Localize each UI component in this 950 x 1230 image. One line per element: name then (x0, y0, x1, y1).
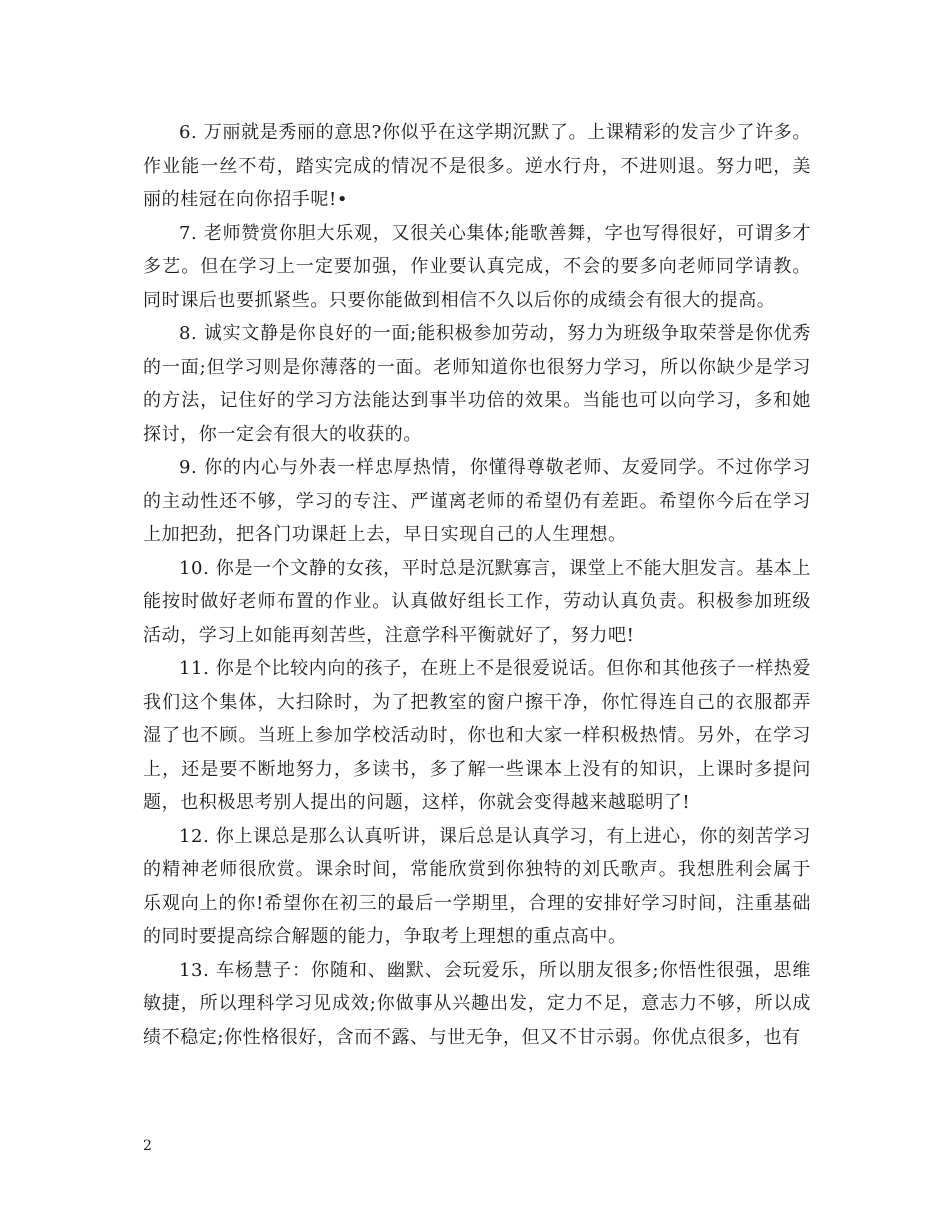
comment-paragraph-11: 11. 你是个比较内向的孩子，在班上不是很爱说话。但你和其他孩子一样热爱我们这个集体，大扫除时，为了把教室的窗户擦干净，你忙得连自己的衣服都弄湿了也不顾。当班上参加学校活动时，你也和大家一样积极热情。另外，在学习上，还是要不断地努力，多读书，多了解一些课本上没有的知识，上课时多提问题，也积极思考别人提出的问题，这样，你就会变得越来越聪明了! (143, 658, 811, 813)
comment-paragraph-6: 6. 万丽就是秀丽的意思?你似乎在这学期沉默了。上课精彩的发言少了许多。作业能一丝不苟，踏实完成的情况不是很多。逆水行舟，不进则退。努力吧，美丽的桂冠在向你招手呢!• (143, 122, 811, 210)
comment-paragraph-12: 12. 你上课总是那么认真听讲，课后总是认真学习，有上进心，你的刻苦学习的精神老师很欣赏。课余时间，常能欣赏到你独特的刘氏歌声。我想胜利会属于乐观向上的你!希望你在初三的最后一学期里，合理的安排好学习时间，注重基础的同时要提高综合解题的能力，争取考上理想的重点高中。 (143, 825, 811, 947)
comment-paragraph-9: 9. 你的内心与外表一样忠厚热情，你懂得尊敬老师、友爱同学。不过你学习的主动性还不够，学习的专注、严谨离老师的希望仍有差距。希望你今后在学习上加把劲，把各门功课赶上去，早日实现自己的人生理想。 (143, 457, 811, 545)
comment-paragraph-13: 13. 车杨慧子：你随和、幽默、会玩爱乐，所以朋友很多;你悟性很强，思维敏捷，所以理科学习见成效;你做事从兴趣出发，定力不足，意志力不够，所以成绩不稳定;你性格很好，含而不露、与世无争，但又不甘示弱。你优点很多，也有 (143, 959, 811, 1048)
comment-paragraph-8: 8. 诚实文静是你良好的一面;能积极参加劳动，努力为班级争取荣誉是你优秀的一面;但学习则是你薄落的一面。老师知道你也很努力学习，所以你缺少是学习的方法，记住好的学习方法能达到事半功倍的效果。当能也可以向学习，多和她探讨，你一定会有很大的收获的。 (143, 323, 811, 445)
document-body (143, 116, 811, 1054)
comment-paragraph-7: 7. 老师赞赏你胆大乐观，又很关心集体;能歌善舞，字也写得很好，可谓多才多艺。但在学习上一定要加强，作业要认真完成，不会的要多向老师同学请教。同时课后也要抓紧些。只要你能做到相信不久以后你的成绩会有很大的提高。 (143, 222, 811, 311)
page-number: 2 (143, 1138, 152, 1154)
comment-paragraph-10: 10. 你是一个文静的女孩，平时总是沉默寡言，课堂上不能大胆发言。基本上能按时做好老师布置的作业。认真做好组长工作，劳动认真负责。积极参加班级活动，学习上如能再刻苦些，注意学科平衡就好了，努力吧! (143, 557, 811, 646)
